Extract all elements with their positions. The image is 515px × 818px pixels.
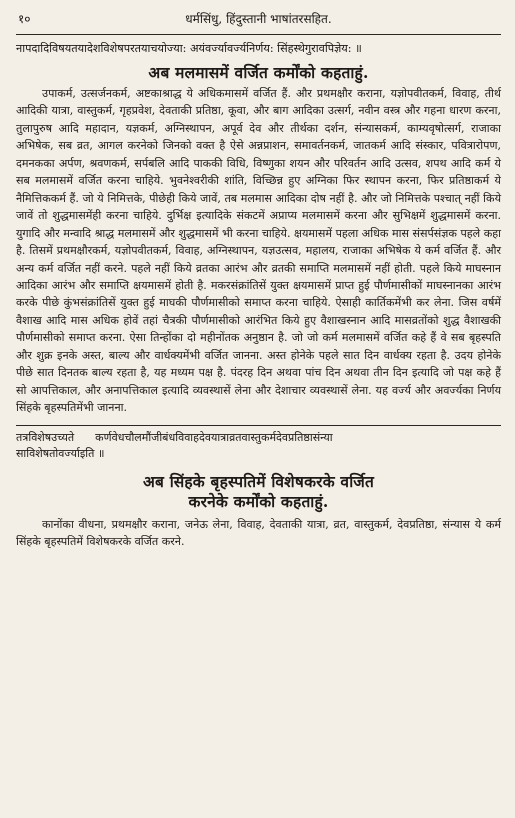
heading2-line2: करनेके कर्मोंको कहताहुं.	[188, 491, 329, 511]
page-header	[16, 8, 501, 30]
running-title: धर्मसिंधु, हिंदुस्तानी भाषांतरसहित.	[185, 12, 332, 26]
body-text-2	[16, 516, 501, 551]
paragraph-simha: कानोंका वीधना, प्रथमक्षौर कराना, जनेऊ लेना, विवाह, देवताकी यात्रा, व्रत, वास्तुकर्म, देवप्रतिष्ठा, संन्यास ये कर्म सिंहके बृहस्पतिमें विशेषकरके वर्जित करने.	[16, 517, 501, 549]
paragraph-malmas: उपाकर्म, उत्सर्जनकर्म, अष्टकाश्राद्ध ये अधिकमासमें वर्जित हैं. और प्रथमक्षौर कराना, यज्ञोपवीतकर्म, विवाह, तीर्थ आदिकी यात्रा, वास्तुकर्म, गृहप्रवेश, देवताकी प्रतिष्ठा, कूवा, और बाग आदिका उत्सर्ग, नवीन वस्त्र और गहना धारण करना, तुलापुरुष आदि महादान, यज्ञकर्म, अग्निस्थापन, अपूर्व देव और तीर्थका दर्शन, संन्यासकर्म, काम्यवृषोत्सर्ग, राजाका अभिषेक, सब व्रत, आगल करनेको जिनको वक्त है ऐसे अन्नप्राशन, समावर्तनकर्म, जातकर्म आदि संस्कार, पवित्रारोपण, दमनकका अर्पण, श्रवणकर्म, सर्पबलि आदि पाककी विधि, विष्णुका शयन और परिवर्तन आदि उत्सव, शपथ आदि कर्म ये सब मलमासमें वर्जित करना चाहिये. भुवनेश्वरीकी शांति, विच्छिन्न हुए अग्निका फिर स्थापन करना, फिर प्रतिष्ठाकर्म ये नैमित्तिककर्म हैं. जो ये निमित्तके, पीछेही किये जावें, तब मलमास आदिका दोष नहीं है. और जो निमित्तके पश्चात् नहीं किये जावें तो शुद्धमासमेंही करना चाहिये. दुर्भिक्ष इत्यादिके संकटमें अप्राप्य मलमासमें करना और सुभिक्षमें शुद्धमासमें करना. युगादि और मन्वादि श्राद्ध मलमासमें और शुद्धमासमें भी करना चाहिये. क्षयमासमें पहला अधिक मास संसर्पसंज्ञक पहले कहा है. तिसमें प्रथमक्षौरकर्म, यज्ञोपवीतकर्म, विवाह, अग्निस्थापन, यज्ञउत्सव, महालय, राजाका अभिषेक ये कर्म वर्जित हैं. और अन्य कर्म वर्जित नहीं करने. पहले नहीं किये व्रतका आरंभ और व्रतकी समाप्ति मलमासमें नहीं होती. पहले किये माघस्नान आदिका आरंभ और समाप्ति क्षयमासमें होती है. मकरसंक्रांतिसें युक्त क्षयमासमें प्राप्त हुई पौर्णमासीकों माघस्नानका आरंभ करके पीछे कुंभसंक्रांतिसें युक्त हुई माघकी पौर्णमासीको समाप्त करना चाहिये. ऐसाही कार्तिकमेंभी कर लेना. जिस वर्षमें वैशाख आदि मास अधिक होवें तहां चैत्रकी पौर्णमासीको आरंभित किये हुए वैशाखस्नान आदि मासव्रतोंको शुद्ध वैशाखकी पौर्णमासीको समाप्त करना. ऐसा तिन्होंका दो महीनोंतक अनुष्ठान है. जो जो कर्म मलमासमें वर्जित कहे हैं वे सब बृहस्पति और शुक्र इनके अस्त, बाल्य और वार्धक्यमेंभी वर्जित जानना. अस्त होनेके पहले सात दिन वार्धक्य रहता है. उदय होनेके पीछे सात दिनतक बाल्य रहता है, यह मध्यम पक्ष है. पंदरह दिन अथवा पांच दिन अथवा तीन दिन इत्यादि जो पक्ष कहे हैं सो आपत्तिकाल, और अनापत्तिकाल इत्यादि व्यवस्थासें लेना और देशाचार व्यवस्थासें लेना. यह वर्ज्य और अवर्ज्यका निर्णय सिंहके बृहस्पतिमेंभी जानना.	[16, 87, 501, 415]
heading2-line1: अब सिंहके बृहस्पतिमें विशेषकरके वर्जित	[143, 471, 374, 491]
sanskrit-verse: कर्णवेधचौलमौंजीबंधविवाहदेवयात्राव्रतवास्तुकर्मदेवप्रतिष्ठासंन्या	[95, 430, 333, 444]
sanskrit-verse-line	[16, 430, 501, 446]
header-rule	[16, 34, 501, 35]
sanskrit-verse-tail: साविशेषतोवर्ज्याइति ॥	[16, 446, 105, 460]
sanskrit-lead: तत्रविशेषउच्यते	[16, 430, 75, 444]
sanskrit-block	[16, 425, 501, 462]
sanskrit-verse-top: नापदादिविषयतयादेशविशेषपरतयाचयोज्या: अयंवर्ज्यावर्ज्यनिर्णय: सिंहस्थेगुरावपिज्ञेय: ॥	[16, 42, 362, 55]
body-text	[16, 85, 501, 417]
section-heading-malmas: अब मलमासमें वर्जित कर्मोंको कहताहुं.	[148, 63, 369, 82]
page-number: १०	[18, 12, 31, 26]
section-heading-simha	[16, 472, 501, 512]
